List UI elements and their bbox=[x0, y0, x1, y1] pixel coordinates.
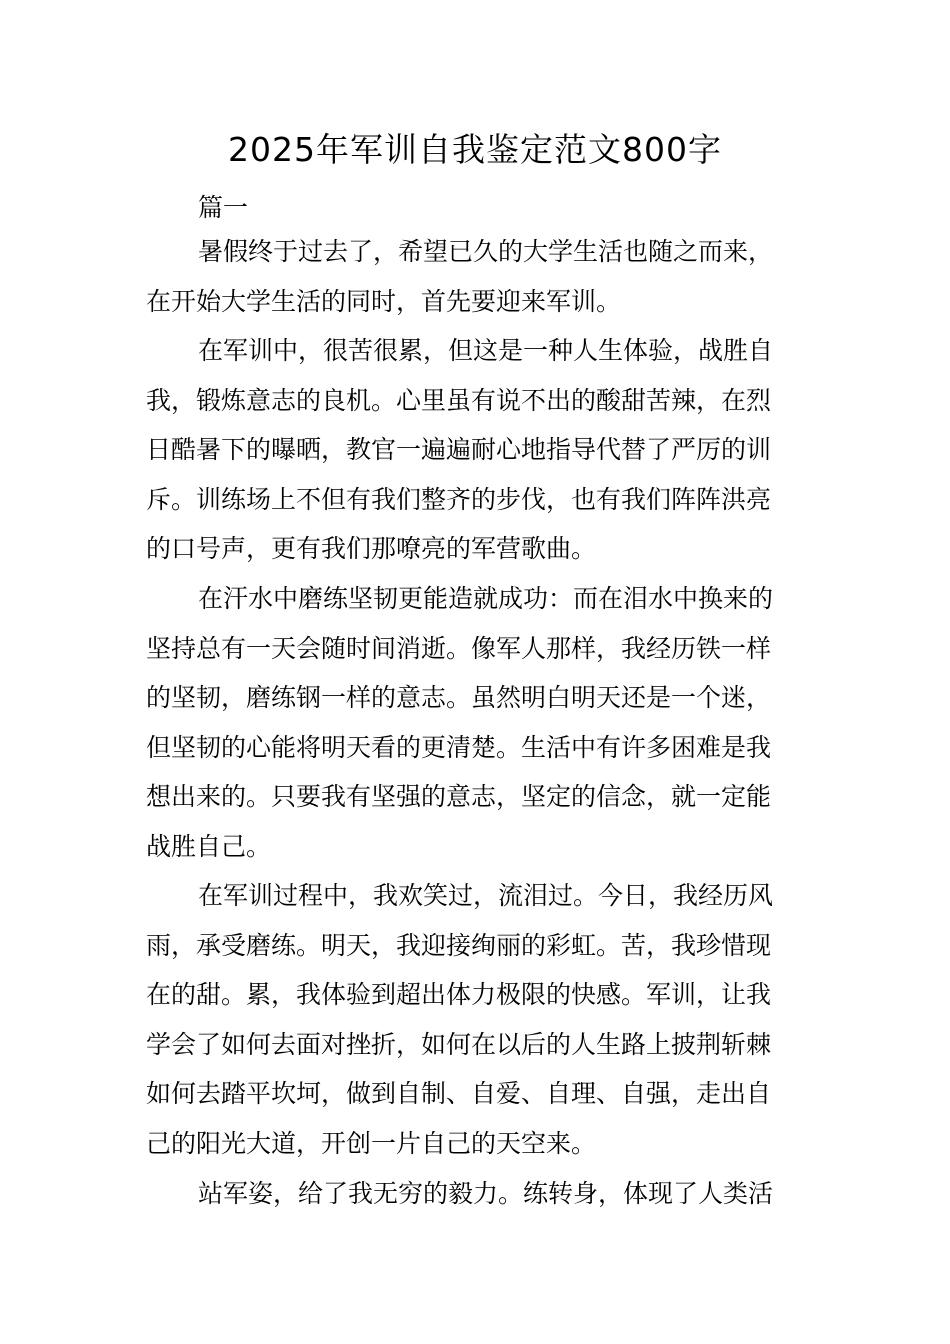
section-label: 篇一 bbox=[198, 193, 249, 222]
paragraph-line: 坚持总有一天会随时间消逝。像军人那样，我经历铁一样 bbox=[146, 633, 772, 663]
paragraph-line: 在开始大学生活的同时，首先要迎来军训。 bbox=[146, 286, 622, 316]
paragraph-line: 日酷暑下的曝晒，教官一遍遍耐心地指导代替了严厉的训 bbox=[146, 435, 772, 464]
paragraph-1 bbox=[146, 227, 810, 326]
paragraph-2 bbox=[146, 326, 810, 574]
paragraph-line: 但坚韧的心能将明天看的更清楚。生活中有许多困难是我 bbox=[146, 732, 772, 762]
paragraph-line: 我，锻炼意志的良机。心里虽有说不出的酸甜苦辣，在烈 bbox=[146, 385, 772, 415]
paragraph-line: 站军姿，给了我无穷的毅力。练转身，体现了人类活 bbox=[198, 1179, 774, 1208]
paragraph-line: 战胜自己。 bbox=[146, 831, 272, 861]
paragraph-line: 在的甜。累，我体验到超出体力极限的快感。军训，让我 bbox=[146, 980, 772, 1009]
paragraph-4 bbox=[146, 871, 810, 1168]
paragraph-line: 学会了如何去面对挫折，如何在以后的人生路上披荆斩棘 bbox=[146, 1029, 772, 1059]
paragraph-line: 想出来的。只要我有坚强的意志，坚定的信念，就一定能 bbox=[146, 782, 772, 811]
paragraph-line: 在汗水中磨练坚韧更能造就成功：而在泪水中换来的 bbox=[198, 584, 774, 613]
paragraph-3 bbox=[146, 574, 810, 871]
paragraph-line: 在军训中，很苦很累，但这是一种人生体验，战胜自 bbox=[198, 336, 774, 365]
section-label-block bbox=[146, 183, 810, 233]
paragraph-line: 雨，承受磨练。明天，我迎接绚丽的彩虹。苦，我珍惜现 bbox=[146, 930, 772, 960]
paragraph-line: 的口号声，更有我们那嘹亮的军营歌曲。 bbox=[146, 534, 597, 563]
paragraph-line: 己的阳光大道，开创一片自己的天空来。 bbox=[146, 1128, 597, 1158]
paragraph-line: 暑假终于过去了，希望已久的大学生活也随之而来， bbox=[198, 237, 774, 266]
paragraph-line: 在军训过程中，我欢笑过，流泪过。今日，我经历风 bbox=[198, 881, 774, 910]
paragraph-line: 的坚韧，磨练钢一样的意志。虽然明白明天还是一个迷， bbox=[146, 683, 772, 712]
paragraph-line: 斥。训练场上不但有我们整齐的步伐，也有我们阵阵洪亮 bbox=[146, 484, 772, 514]
paragraph-5 bbox=[146, 1169, 810, 1219]
paragraph-line: 如何去踏平坎坷，做到自制、自爱、自理、自强，走出自 bbox=[146, 1079, 772, 1108]
document-title: 2025年军训自我鉴定范文800字 bbox=[228, 130, 722, 169]
